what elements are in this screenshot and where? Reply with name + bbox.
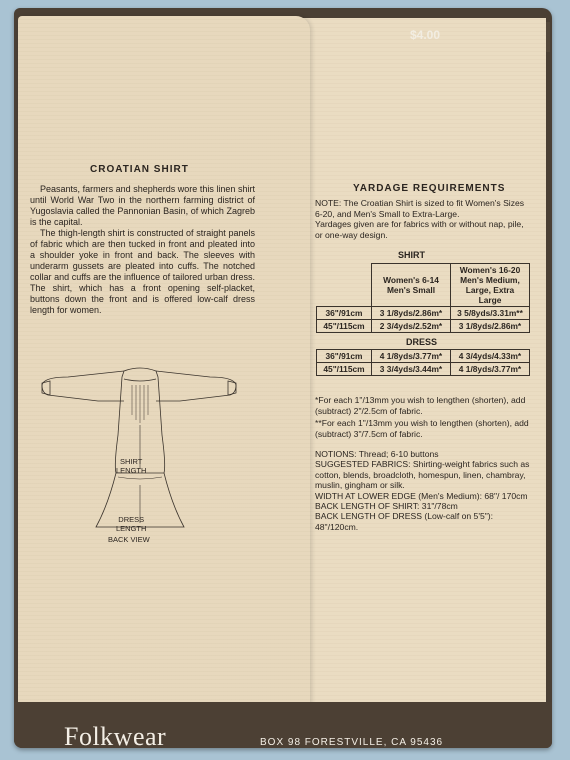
size-note	[315, 198, 530, 240]
yardage-cell: 3 5/8yds/3.31m**	[451, 307, 530, 320]
fabric-width: 36"/91cm	[317, 350, 372, 363]
footnote-double: **For each 1"/13mm you wish to lengthen (shorten), add (subtract) 3"/7.5cm of fabric.	[315, 418, 529, 439]
col-header-large: Women's 16-20 Men's Medium, Large, Extra Large	[451, 264, 530, 307]
length-label: LENGTH	[116, 524, 147, 533]
fabric-width: 45"/115cm	[317, 320, 372, 333]
shirt-heading: SHIRT	[398, 250, 425, 260]
table-row	[317, 307, 530, 320]
dress-heading: DRESS	[406, 337, 438, 347]
description-paragraph: The thigh-length shirt is constructed of straight panels of fabric which are then tucked in front and pleated into a shoulder yoke in front and back. The sleeves with underarm gussets are pleated into cuffs. The notched collar and cuffs are the influence of tailored urban dress. The shirt, which has a front opening self-placket, buttons down the front and is offered low-calf dress length for women.	[30, 228, 255, 315]
dress-label: DRESS	[118, 515, 145, 524]
address-text: BOX 98 FORESTVILLE, CA 95436	[260, 737, 444, 748]
pleats	[132, 385, 148, 423]
yardage-cell: 2 3/4yds/2.52m*	[372, 320, 451, 333]
left-sleeve	[42, 371, 124, 401]
fabric-width: 45"/115cm	[317, 363, 372, 376]
yardage-cell: 4 3/4yds/4.33m*	[451, 350, 530, 363]
notions-text: NOTIONS: Thread; 6-10 buttons	[315, 449, 439, 459]
description-paragraph: Peasants, farmers and shepherds wore this linen shirt until World War Two in the northern farming district of Yugoslavia called the Pannonian Basin, of which Zagreb is the capital.	[30, 184, 255, 227]
yardage-cell: 4 1/8yds/3.77m*	[451, 363, 530, 376]
shirt-label: SHIRT	[120, 457, 143, 466]
table-row	[317, 350, 530, 363]
table-row	[317, 320, 530, 333]
fabric-width: 36"/91cm	[317, 307, 372, 320]
dress-yardage-table	[316, 349, 530, 376]
dress-length-label	[116, 515, 146, 533]
back-view-label: BACK VIEW	[108, 535, 150, 544]
footnote-single: *For each 1"/13mm you wish to lengthen (shorten), add (subtract) 2"/2.5cm of fabric.	[315, 395, 526, 416]
yardage-cell: 4 1/8yds/3.77m*	[372, 350, 451, 363]
back-shirt-text: BACK LENGTH OF SHIRT: 31"/78cm	[315, 501, 458, 512]
width-text: WIDTH AT LOWER EDGE (Men's Medium): 68"/ 170cm	[315, 490, 528, 501]
yardage-cell: 3 1/8yds/2.86m*	[451, 320, 530, 333]
note-text: NOTE: The Croatian Shirt is sized to fit Women's Sizes 6-20, and Men's Small to Extra-Large.	[315, 198, 525, 219]
left-cuff	[42, 381, 50, 395]
description	[30, 184, 255, 316]
notions-block	[315, 449, 533, 532]
length-label: LENGTH	[116, 466, 147, 475]
brand-logo: Folkwear	[64, 722, 167, 751]
yardage-title: YARDAGE REQUIREMENTS	[353, 183, 506, 194]
yoke-line	[124, 379, 156, 381]
shirt-yardage-table	[316, 263, 530, 333]
fabrics-text: SUGGESTED FABRICS: Shirting-weight fabrics such as cotton, blends, broadcloth, homespun, linen, chambray, muslin, gingham or silk.	[315, 459, 530, 491]
col-header-small: Women's 6-14 Men's Small	[372, 264, 451, 307]
yardage-cell: 3 3/4yds/3.44m*	[372, 363, 451, 376]
front-flap	[18, 16, 310, 708]
yardage-cell: 3 1/8yds/2.86m*	[372, 307, 451, 320]
right-sleeve	[156, 371, 236, 401]
hem-line	[118, 477, 162, 479]
price-label: $4.00	[410, 28, 441, 42]
table-row	[317, 363, 530, 376]
pattern-title: CROATIAN SHIRT	[90, 164, 189, 175]
shirt-length-label	[116, 457, 146, 475]
back-dress-text: BACK LENGTH OF DRESS (Low-calf on 5'5"): 48"/120cm.	[315, 511, 494, 532]
right-cuff	[228, 381, 236, 395]
note-text-2: Yardages given are for fabrics with or without nap, pile, or one-way design.	[315, 219, 524, 240]
